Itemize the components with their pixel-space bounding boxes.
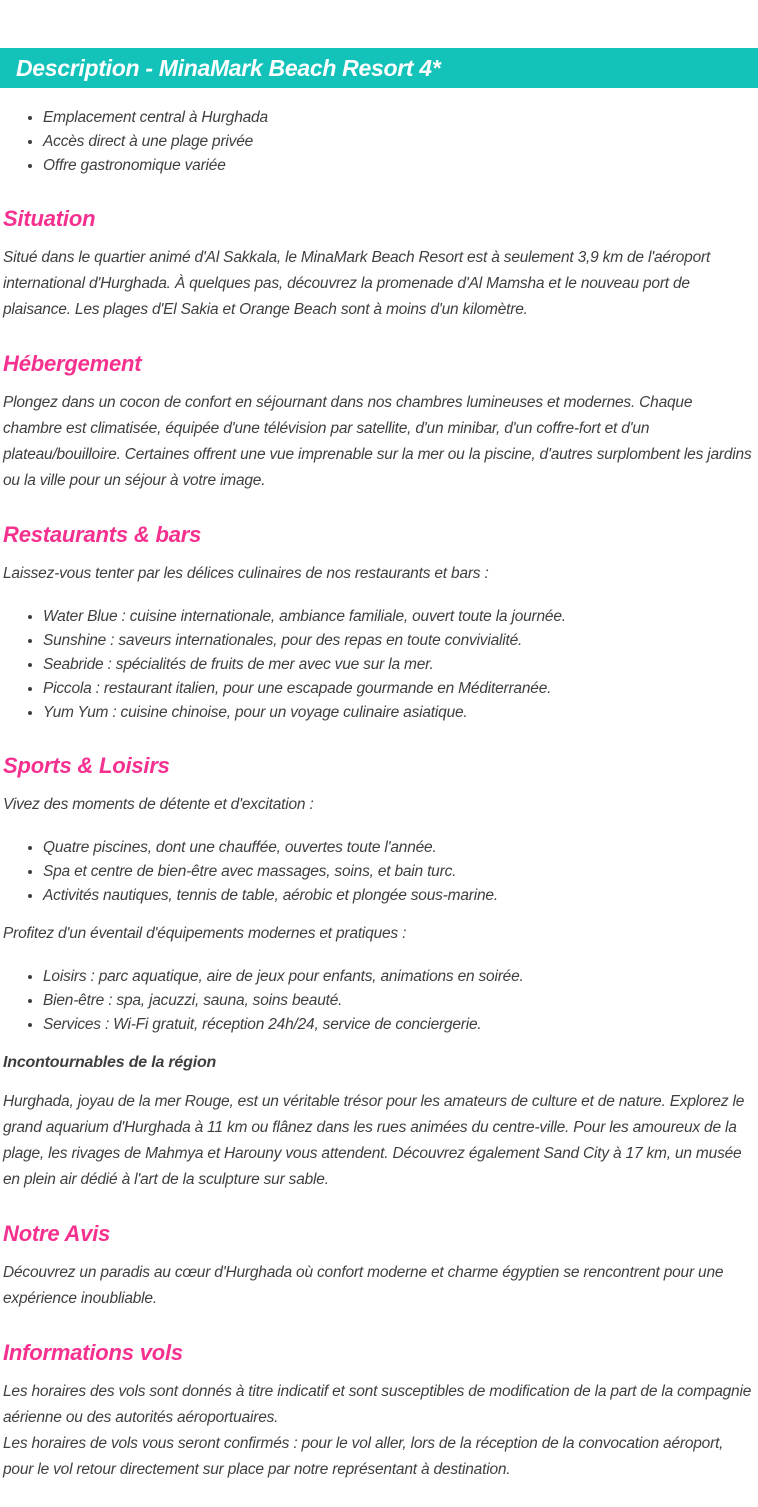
section-heading-hebergement: Hébergement bbox=[3, 351, 142, 376]
sports-detente-item: • Quatre piscines, dont une chauffée, ouvertes toute l'année. bbox=[43, 836, 755, 860]
highlight-item: • Accès direct à une plage privée bbox=[43, 130, 755, 154]
section-heading-situation: Situation bbox=[3, 206, 96, 231]
sports-equipement-item: • Services : Wi-Fi gratuit, réception 24h/24, service de conciergerie. bbox=[43, 1013, 755, 1037]
highlight-item: • Emplacement central à Hurghada bbox=[43, 106, 755, 130]
page-title: Description - MinaMark Beach Resort 4* bbox=[16, 54, 441, 81]
region-paragraph: Hurghada, joyau de la mer Rouge, est un véritable trésor pour les amateurs de culture et de nature. Explorez le grand aquarium d'Hurghada à 11 km ou flânez dans les rues animées du centre-ville. Pour les amoureux de la plage, les rivages de Mahmya et Harouny vous attendent. Découvrez également Sand City à 17 km, un musée en plein air dédié à l'art de la sculpture sur sable. bbox=[3, 1093, 745, 1188]
avis-paragraph: Découvrez un paradis au cœur d'Hurghada où confort moderne et charme égyptien se rencontrent pour une expérience inoubliable. bbox=[3, 1264, 724, 1307]
restaurant-item: • Yum Yum : cuisine chinoise, pour un voyage culinaire asiatique. bbox=[43, 701, 755, 725]
section-heading-vols: Informations vols bbox=[3, 1340, 183, 1365]
description-content bbox=[0, 106, 758, 1507]
sports-detente-item: • Activités nautiques, tennis de table, aérobic et plongée sous-marine. bbox=[43, 884, 755, 908]
sports-equipements-list bbox=[3, 965, 755, 1037]
region-heading: Incontournables de la région bbox=[3, 1054, 217, 1071]
section-heading-avis: Notre Avis bbox=[3, 1221, 111, 1246]
highlight-item: • Offre gastronomique variée bbox=[43, 154, 755, 178]
restaurant-item: • Sunshine : saveurs internationales, pour des repas en toute convivialité. bbox=[43, 629, 755, 653]
sports-intro-detente: Vivez des moments de détente et d'excitation : bbox=[3, 796, 314, 813]
restaurants-intro: Laissez-vous tenter par les délices culinaires de nos restaurants et bars : bbox=[3, 565, 489, 582]
section-heading-restaurants: Restaurants & bars bbox=[3, 522, 202, 547]
restaurant-item: • Water Blue : cuisine internationale, ambiance familiale, ouvert toute la journée. bbox=[43, 605, 755, 629]
sports-detente-item: • Spa et centre de bien-être avec massages, soins, et bain turc. bbox=[43, 860, 755, 884]
restaurant-item: • Piccola : restaurant italien, pour une escapade gourmande en Méditerranée. bbox=[43, 677, 755, 701]
sports-equipement-item: • Bien-être : spa, jacuzzi, sauna, soins beauté. bbox=[43, 989, 755, 1013]
hebergement-paragraph: Plongez dans un cocon de confort en séjournant dans nos chambres lumineuses et modernes. Chaque chambre est climatisée, équipée d'une télévision par satellite, d'un minibar, d'un coffre-fort et d'un plateau/bouilloire. Certaines offrent une vue imprenable sur la mer ou la piscine, d'autres surplombent les jardins ou la ville pour un séjour à votre image. bbox=[3, 394, 752, 489]
section-heading-sports: Sports & Loisirs bbox=[3, 753, 170, 778]
sports-equipement-item: • Loisirs : parc aquatique, aire de jeux pour enfants, animations en soirée. bbox=[43, 965, 755, 989]
sports-intro-equipements: Profitez d'un éventail d'équipements modernes et pratiques : bbox=[3, 925, 407, 942]
sports-detente-list bbox=[3, 836, 755, 908]
restaurants-list bbox=[3, 605, 755, 725]
vols-paragraph-1: Les horaires des vols sont donnés à titre indicatif et sont susceptibles de modification de la part de la compagnie aérienne ou des autorités aéroportuaires. bbox=[3, 1383, 752, 1426]
vols-paragraph-2: Les horaires de vols vous seront confirmés : pour le vol aller, lors de la réception de la convocation aéroport, pour le vol retour directement sur place par notre représentant à destination. bbox=[3, 1435, 724, 1478]
description-title-bar bbox=[0, 48, 758, 88]
highlights-list bbox=[3, 106, 755, 178]
restaurant-item: • Seabride : spécialités de fruits de mer avec vue sur la mer. bbox=[43, 653, 755, 677]
situation-paragraph: Situé dans le quartier animé d'Al Sakkala, le MinaMark Beach Resort est à seulement 3,9 km de l'aéroport international d'Hurghada. À quelques pas, découvrez la promenade d'Al Mamsha et le nouveau port de plaisance. Les plages d'El Sakia et Orange Beach sont à moins d'un kilomètre. bbox=[3, 249, 711, 318]
